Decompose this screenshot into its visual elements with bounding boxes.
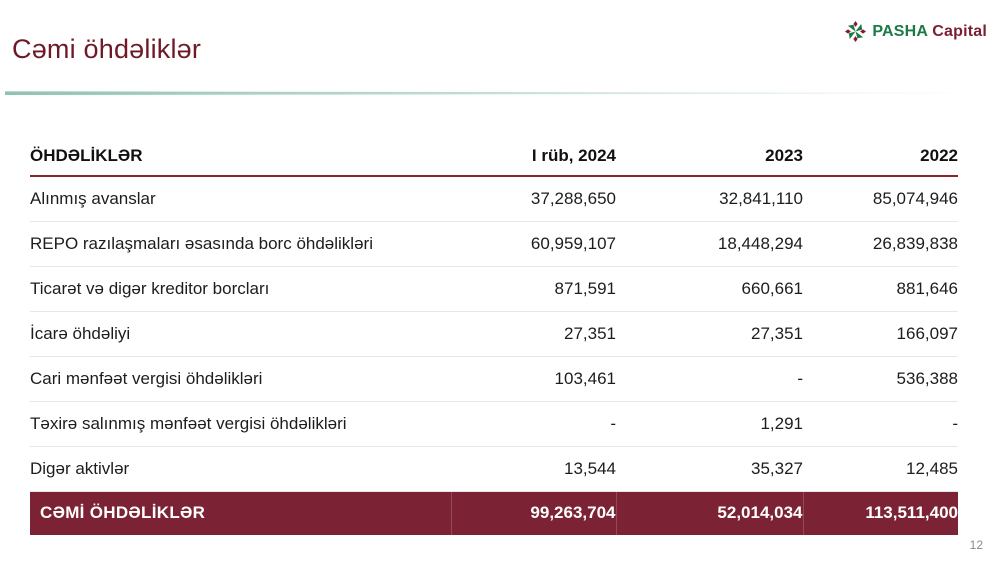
title-divider-line [5, 91, 988, 95]
logo-text [872, 23, 987, 41]
table-row [30, 176, 958, 221]
row-value: 35,327 [616, 446, 803, 491]
total-row [30, 491, 958, 535]
pinwheel-flower-icon [844, 20, 867, 43]
table-row [30, 221, 958, 266]
row-label: Ticarət və digər kreditor borcları [30, 266, 451, 311]
row-value: 26,839,838 [803, 221, 958, 266]
row-value: 103,461 [451, 356, 616, 401]
logo-brand: PASHA [872, 22, 928, 40]
row-value: 13,544 [451, 446, 616, 491]
row-value: 27,351 [616, 311, 803, 356]
row-value: 1,291 [616, 401, 803, 446]
column-header-q1-2024: I rüb, 2024 [451, 137, 616, 176]
row-value: - [803, 401, 958, 446]
row-value: 881,646 [803, 266, 958, 311]
total-value-2022: 113,511,400 [803, 491, 958, 535]
row-value: - [616, 356, 803, 401]
table-row [30, 311, 958, 356]
row-label: İcarə öhdəliyi [30, 311, 451, 356]
row-value: 37,288,650 [451, 176, 616, 221]
total-value-2023: 52,014,034 [616, 491, 803, 535]
column-header-liabilities: ÖHDƏLİKLƏR [30, 137, 451, 176]
page-number: 12 [969, 538, 983, 552]
table-row [30, 356, 958, 401]
table-row [30, 266, 958, 311]
row-value: 536,388 [803, 356, 958, 401]
row-value: 18,448,294 [616, 221, 803, 266]
table-header-row [30, 137, 958, 176]
row-value: 32,841,110 [616, 176, 803, 221]
row-label: REPO razılaşmaları əsasında borc öhdəlikləri [30, 221, 451, 266]
total-label: CƏMİ ÖHDƏLİKLƏR [30, 491, 451, 535]
row-label: Cari mənfəət vergisi öhdəlikləri [30, 356, 451, 401]
row-value: 166,097 [803, 311, 958, 356]
row-label: Alınmış avanslar [30, 176, 451, 221]
table-body [30, 176, 958, 491]
row-value: 660,661 [616, 266, 803, 311]
column-header-2023: 2023 [616, 137, 803, 176]
row-label: Təxirə salınmış mənfəət vergisi öhdəlikləri [30, 401, 451, 446]
row-value: 871,591 [451, 266, 616, 311]
column-header-2022: 2022 [803, 137, 958, 176]
table-row [30, 446, 958, 491]
row-value: 12,485 [803, 446, 958, 491]
row-value: - [451, 401, 616, 446]
row-value: 60,959,107 [451, 221, 616, 266]
table-row [30, 401, 958, 446]
liabilities-table [30, 137, 958, 535]
logo-suffix: Capital [932, 22, 987, 40]
page-title: Cəmi öhdəliklər [12, 34, 202, 64]
row-value: 85,074,946 [803, 176, 958, 221]
total-value-q1-2024: 99,263,704 [451, 491, 616, 535]
pasha-capital-logo [844, 20, 987, 43]
row-label: Digər aktivlər [30, 446, 451, 491]
row-value: 27,351 [451, 311, 616, 356]
